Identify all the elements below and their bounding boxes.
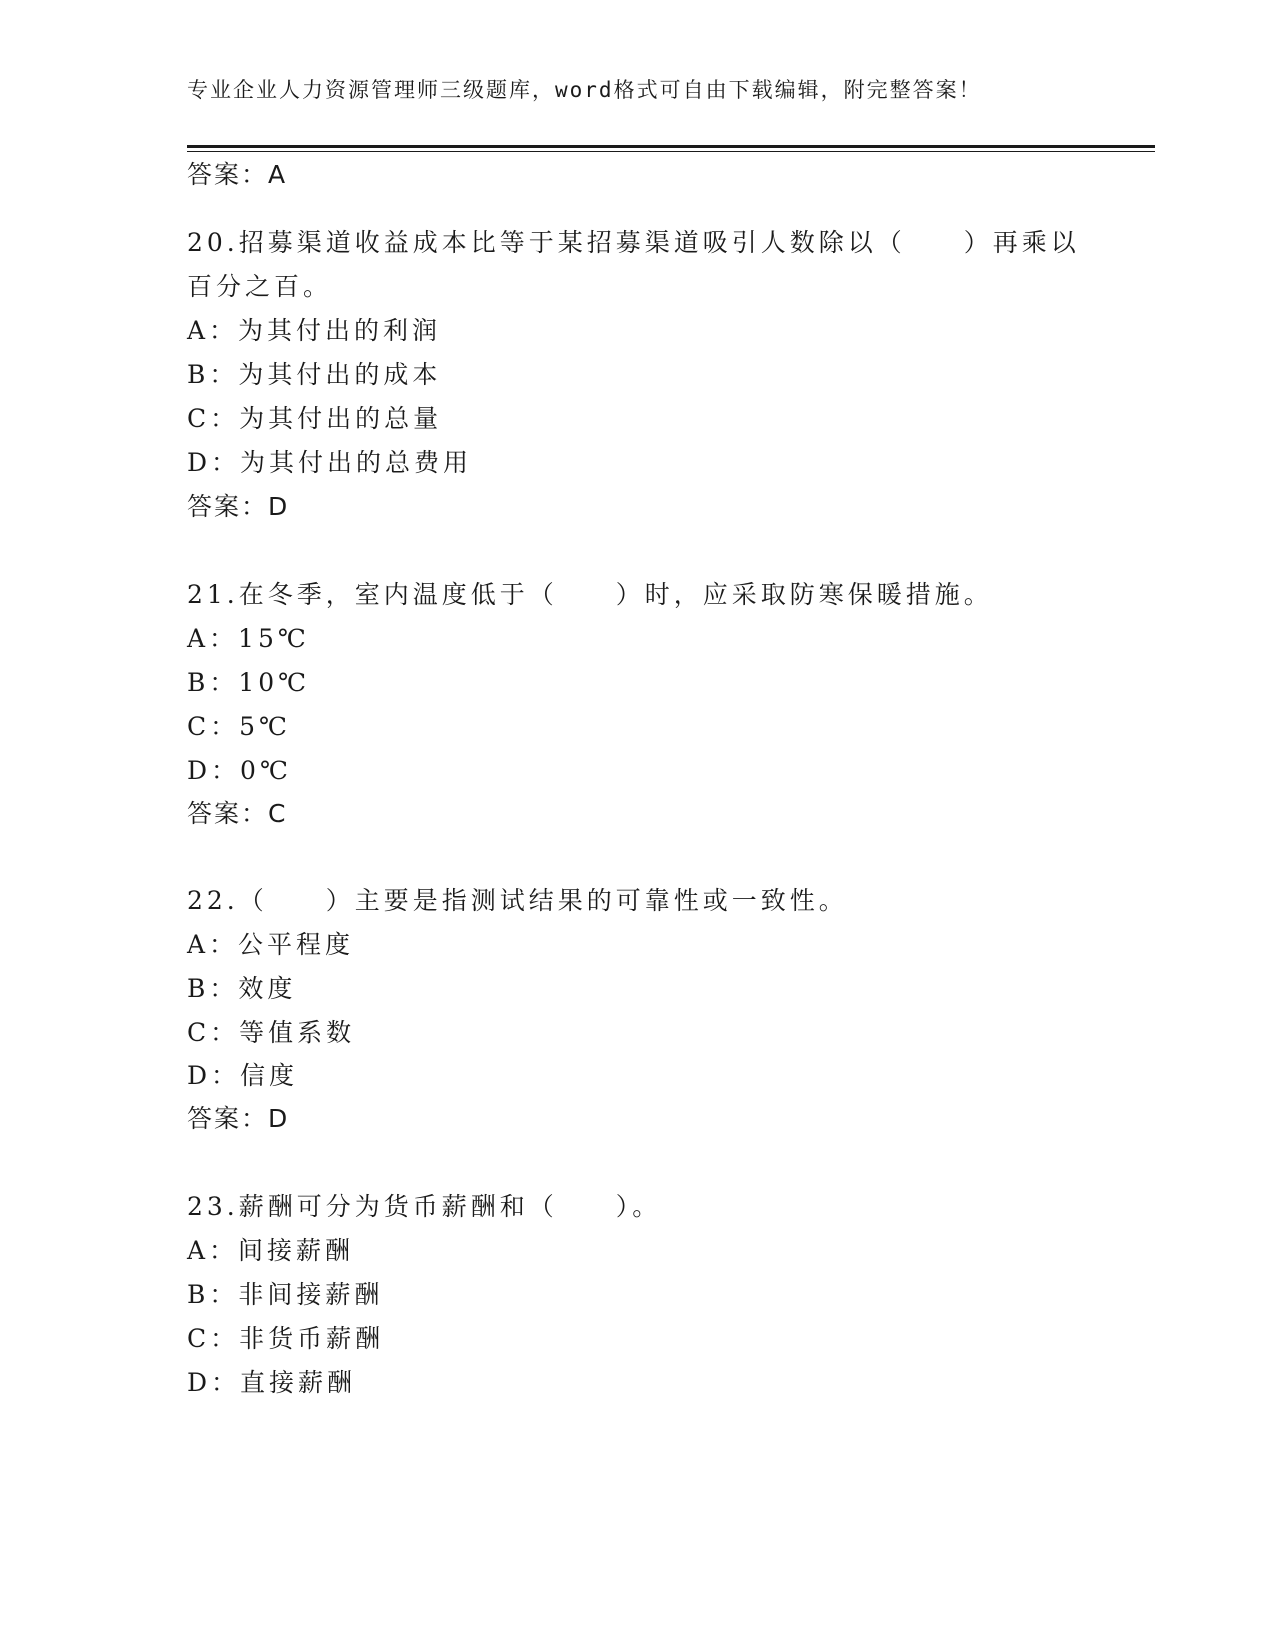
question-22-option-b: B：效度	[187, 974, 297, 1003]
page-header: 专业企业人力资源管理师三级题库，word格式可自由下载编辑，附完整答案！	[187, 78, 982, 102]
question-21-option-d: D：0℃	[187, 756, 292, 785]
question-22-option-d: D：信度	[187, 1061, 299, 1090]
question-23-stem: 23.薪酬可分为货币薪酬和（ ）。	[187, 1192, 662, 1221]
question-20-option-b: B：为其付出的成本	[187, 360, 442, 389]
question-20-option-a: A：为其付出的利润	[187, 316, 442, 345]
question-21-option-a: A：15℃	[187, 624, 310, 653]
header-rule-thin	[187, 151, 1155, 152]
question-20-answer: 答案：D	[187, 492, 290, 521]
question-23-option-d: D：直接薪酬	[187, 1368, 357, 1397]
question-20-option-d: D：为其付出的总费用	[187, 448, 473, 477]
question-20-option-c: C：为其付出的总量	[187, 404, 443, 433]
question-21-stem: 21.在冬季，室内温度低于（ ）时，应采取防寒保暖措施。	[187, 580, 993, 609]
question-23-option-a: A：间接薪酬	[187, 1236, 355, 1265]
question-22-option-a: A：公平程度	[187, 930, 355, 959]
previous-answer: 答案：A	[187, 160, 288, 189]
question-21-answer: 答案：C	[187, 799, 288, 828]
question-21-option-b: B：10℃	[187, 668, 311, 697]
question-20-stem-line2: 百分之百。	[187, 272, 333, 301]
question-22-answer: 答案：D	[187, 1104, 290, 1133]
question-22-stem: 22.（ ）主要是指测试结果的可靠性或一致性。	[187, 886, 848, 915]
question-22-option-c: C：等值系数	[187, 1018, 356, 1047]
question-20-stem-line1: 20.招募渠道收益成本比等于某招募渠道吸引人数除以（ ）再乘以	[187, 228, 1080, 257]
question-23-option-b: B：非间接薪酬	[187, 1280, 384, 1309]
header-rule-thick	[187, 145, 1155, 148]
question-21-option-c: C：5℃	[187, 712, 292, 741]
question-23-option-c: C：非货币薪酬	[187, 1324, 385, 1353]
